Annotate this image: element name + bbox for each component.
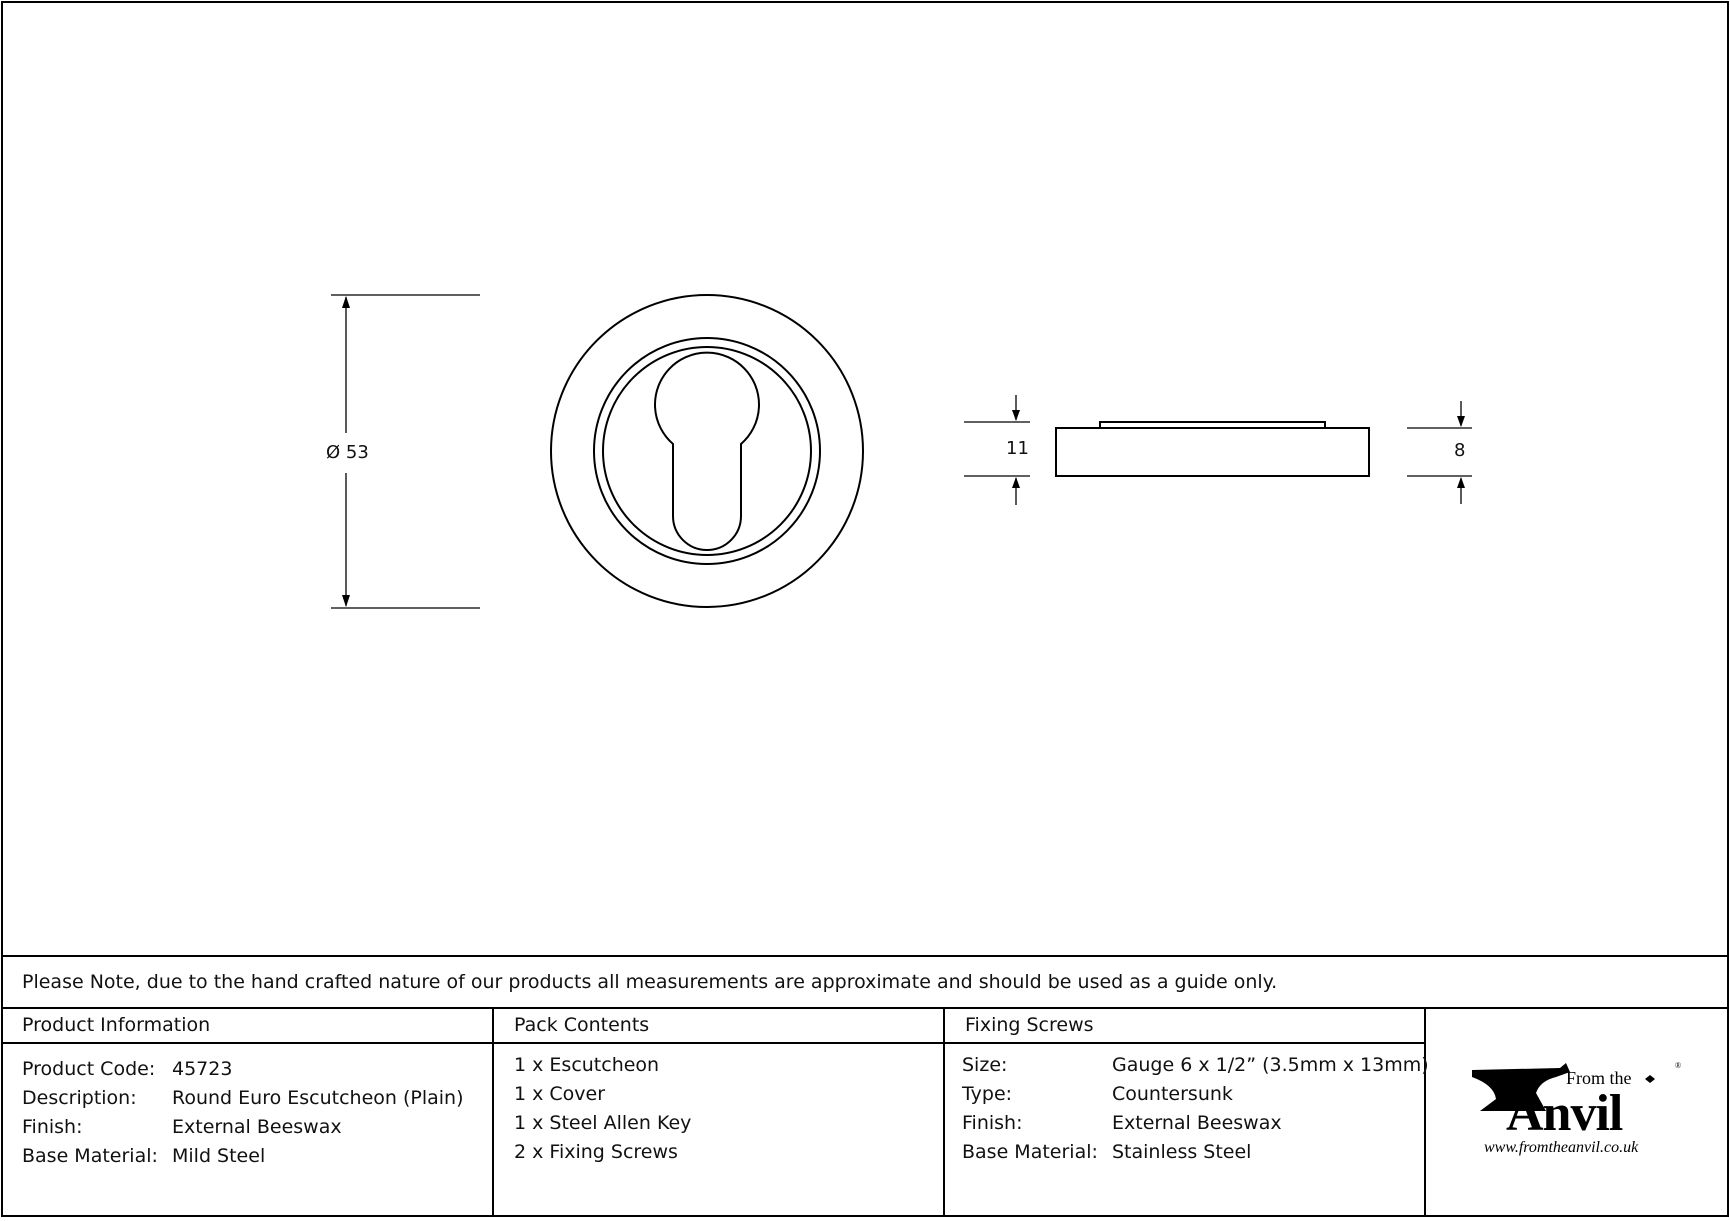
list-item: 1 x Escutcheon	[514, 1054, 660, 1076]
finish-value: External Beeswax	[172, 1116, 342, 1138]
side-cover-lip	[1100, 422, 1325, 428]
front-view-escutcheon	[551, 295, 863, 607]
logo-brand: Anvil	[1506, 1085, 1623, 1142]
description-value: Round Euro Escutcheon (Plain)	[172, 1087, 464, 1109]
side-body	[1056, 428, 1369, 476]
fixing-screws-heading: Fixing Screws	[965, 1014, 1094, 1036]
logo-diamond	[1645, 1075, 1655, 1083]
description-label: Description:	[22, 1087, 137, 1109]
product-code-value: 45723	[172, 1058, 233, 1080]
height-outer-label: 11	[1006, 438, 1029, 459]
screw-material-label: Base Material:	[962, 1141, 1098, 1163]
screw-material-value: Stainless Steel	[1112, 1141, 1252, 1163]
from-the-anvil-logo	[1470, 1055, 1690, 1165]
screw-size-label: Size:	[962, 1054, 1008, 1076]
base-material-value: Mild Steel	[172, 1145, 266, 1167]
screw-type-label: Type:	[962, 1083, 1013, 1105]
screw-type-value: Countersunk	[1112, 1083, 1233, 1105]
pack-contents-heading: Pack Contents	[514, 1014, 650, 1036]
svg-text:®: ®	[1675, 1061, 1682, 1070]
measurement-note: Please Note, due to the hand crafted nature of our products all measurements are approximate and should be used as a guide only.	[22, 971, 1278, 993]
height-inner-label: 8	[1454, 440, 1466, 461]
inner-ring-inner	[603, 347, 811, 555]
outer-rose-circle	[551, 295, 863, 607]
list-item: 1 x Steel Allen Key	[514, 1112, 692, 1134]
logo-from-the: From the	[1566, 1068, 1632, 1088]
product-info-heading: Product Information	[22, 1014, 211, 1036]
screw-size-value: Gauge 6 x 1/2” (3.5mm x 13mm)	[1112, 1054, 1429, 1076]
inner-ring-outer	[594, 338, 820, 564]
side-view-profile	[1056, 422, 1369, 476]
diameter-label: Ø 53	[326, 442, 369, 463]
screw-finish-value: External Beeswax	[1112, 1112, 1282, 1134]
euro-profile-keyhole	[655, 353, 759, 550]
product-code-label: Product Code:	[22, 1058, 156, 1080]
logo-url: www.fromtheanvil.co.uk	[1484, 1139, 1639, 1156]
base-material-label: Base Material:	[22, 1145, 158, 1167]
finish-label: Finish:	[22, 1116, 83, 1138]
sheet-border	[2, 2, 1728, 1216]
list-item: 2 x Fixing Screws	[514, 1141, 678, 1163]
screw-finish-label: Finish:	[962, 1112, 1023, 1134]
list-item: 1 x Cover	[514, 1083, 606, 1105]
